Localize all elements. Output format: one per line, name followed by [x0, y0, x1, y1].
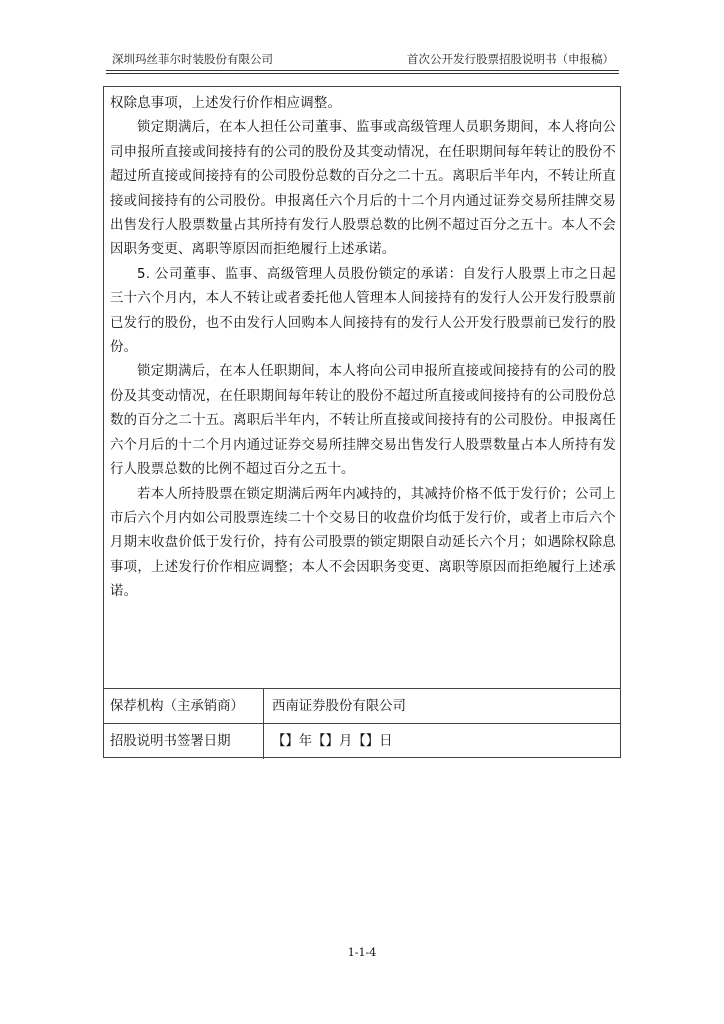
header-divider: [106, 70, 619, 71]
commitment-table: [103, 86, 621, 758]
header-company-name: 深圳玛丝菲尔时装股份有限公司: [112, 52, 273, 66]
paragraph-reduction-price: 若本人所持股票在锁定期满后两年内减持的，其减持价格不低于发行价；公司上市后六个月内如公司股票连续二十个交易日的收盘价均低于发行价，或者上市后六个月期末收盘价低于发行价，持有公司股票的锁定期限自动延长六个月；如遇除权除息事项，上述发行价作相应调整；本人不会因职务变更、离职等原因而拒绝履行上述承诺。: [110, 486, 616, 600]
table-row-sponsor: [104, 689, 620, 724]
paragraph-lockup-term: 锁定期满后，在本人任职期间，本人将向公司申报所直接或间接持有的公司的股份及其变动情况，在任职期间每年转让的股份不超过所直接或间接持有的公司股份总数的百分之二十五。离职后半年内，不转让所直接或间接持有的公司股份。申报离任六个月后的十二个月内通过证券交易所挂牌交易出售发行人股票数量占本人所持有发行人股票总数的比例不超过百分之五十。: [110, 364, 616, 478]
paragraph-item-5: 5. 公司董事、监事、高级管理人员股份锁定的承诺：自发行人股票上市之日起三十六个月内，本人不转让或者委托他人管理本人间接持有的发行人公开发行股票前已发行的股份，也不由发行人回购本人间接持有的发行人公开发行股票前已发行的股份。: [110, 266, 616, 356]
sign-date-value: 【】年【】月【】日: [272, 734, 393, 749]
header-divider-thin: [106, 73, 619, 74]
commitment-text: [110, 92, 616, 605]
sign-date-label: 招股说明书签署日期: [104, 724, 264, 759]
page-header: [106, 50, 618, 68]
header-document-title: 首次公开发行股票招股说明书（申报稿）: [407, 52, 614, 66]
commitment-text-cell: [104, 87, 620, 689]
sponsor-label: 保荐机构（主承销商）: [104, 689, 264, 723]
sponsor-value: 西南证券股份有限公司: [272, 699, 406, 714]
table-row-sign-date: [104, 724, 620, 759]
paragraph-lockup-after-expiry: 锁定期满后，在本人担任公司董事、监事或高级管理人员职务期间，本人将向公司申报所直接或间接持有的公司的股份及其变动情况，在任职期间每年转让的股份不超过所直接或间接持有的公司股份总数的百分之二十五。离职后半年内，不转让所直接或间接持有的公司股份。申报离任六个月后的十二个月内通过证券交易所挂牌交易出售发行人股票数量占其所持有发行人股票总数的比例不超过百分之五十。本人不会因职务变更、离职等原因而拒绝履行上述承诺。: [110, 120, 616, 258]
paragraph-continuation: 权除息事项，上述发行价作相应调整。: [110, 96, 342, 111]
page-number: 1-1-4: [347, 946, 377, 959]
